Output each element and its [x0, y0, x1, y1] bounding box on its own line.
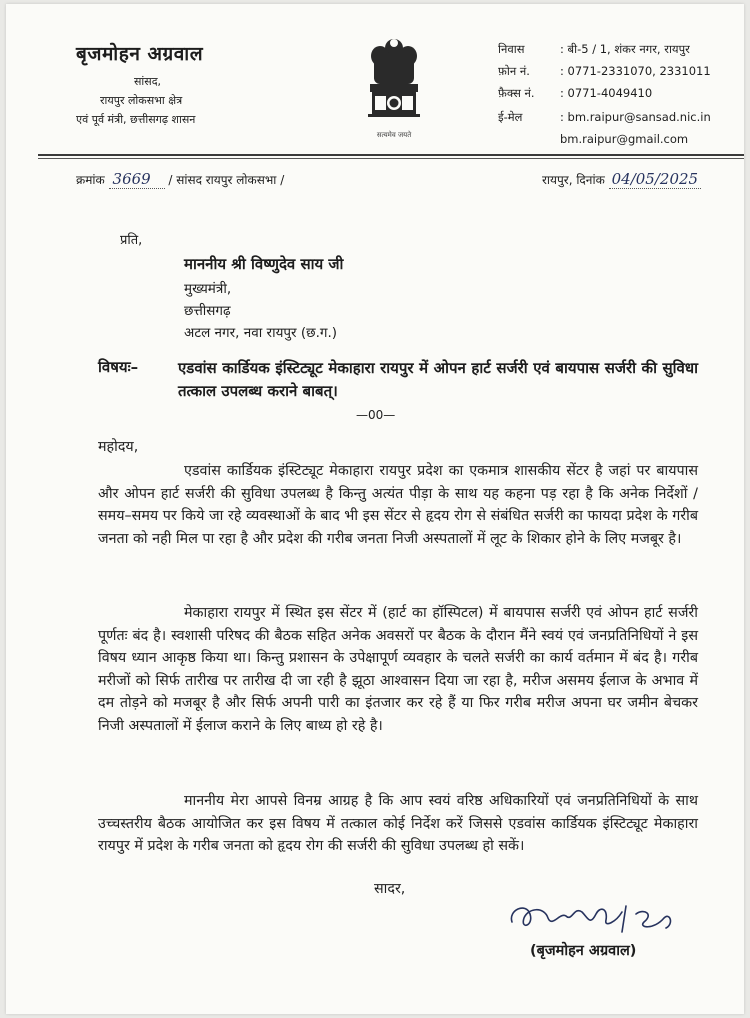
sender-constituency: रायपुर लोकसभा क्षेत्र	[100, 94, 183, 107]
header-rule-thin	[38, 158, 744, 159]
contact-residence	[498, 42, 690, 57]
national-emblem-icon	[358, 34, 430, 132]
signature-icon	[504, 892, 694, 940]
date-label: रायपुर, दिनांक	[542, 173, 605, 187]
body-paragraph-2: मेकाहारा रायपुर में स्थित इस सेंटर में (हार्ट का हॉस्पिटल) में बायपास सर्जरी एवं ओपन हार्ट सर्जरी पूर्णतः बंद है। स्वशासी परिषद की बैठक सहित अनेक अवसरों पर बैठक के दौरान मैंने स्वयं एवं जनप्रतिनिधियों ने इस विषय ध्यान आकृष्ठ किया था। किन्तु प्रशासन के उपेक्षापूर्ण व्यवहार के चलते सर्जरी का कार्य वर्तमान में बंद है। गरीब मरीजों को सिर्फ तारीख पर तारीख दी जा रही है झूठा आश्वासन दिया जा रहा है, मरीज असमय ईलाज के अभाव में दम तोड़ने को मजबूर है और सिर्फ अपनी पारी का इंतजार कर रहे हैं या फिर गरीब मरीज अपना घर जमीन बेचकर निजी अस्पतालों में ईलाज कराने के लिए बाध्य हो रहे है।	[98, 605, 698, 734]
phone-label: फ़ोन नं.	[498, 64, 530, 78]
date-line	[542, 170, 701, 189]
recipient-designation: मुख्यमंत्री,	[184, 281, 232, 297]
to-label: प्रति,	[120, 233, 143, 248]
body-paragraph-3: माननीय मेरा आपसे विनम्र आग्रह है कि आप स्वयं वरिष्ठ अधिकारियों एवं जनप्रतिनिधियों के साथ उच्चस्तरीय बैठक आयोजित कर इस विषय में तत्काल कोई निर्देश करें जिससे एडवांस कार्डियक इंस्टिट्यूट मेकाहारा रायपुर में प्रदेश के गरीब जनता को हृदय रोग की सर्जरी की सुविधा उपलब्ध हो सकें।	[98, 793, 698, 855]
email-primary: : bm.raipur@sansad.nic.in	[560, 110, 711, 124]
reference-number: 3669	[109, 170, 165, 189]
letter-page	[6, 4, 744, 1014]
date-value: 04/05/2025	[609, 170, 701, 189]
residence-label: निवास	[498, 42, 525, 56]
email-secondary: bm.raipur@gmail.com	[560, 132, 689, 146]
email-label: ई-मेल	[498, 110, 523, 124]
contact-phone	[498, 64, 711, 79]
body-paragraph-1: एडवांस कार्डियक इंस्टिट्यूट मेकाहारा रायपुर प्रदेश का एकमात्र शासकीय सेंटर है जहां पर बायपास और ओपन हार्ट सर्जरी की सुविधा उपलब्ध है किन्तु अत्यंत पीड़ा के साथ यह कहना पड़ रहा है कि अनेक निर्देशों / समय–समय पर किये जा रहे व्यवस्थाओं के बाद भी इस सेंटर से हृदय रोग से संबंधित सर्जरी का फायदा प्रदेश के गरीब जनता को नही मिल पा रहा है और प्रदेश की गरीब जनता निजी अस्पतालों में लूट के शिकार होने के लिए मजबूर है।	[98, 463, 698, 547]
recipient-address: अटल नगर, नवा रायपुर (छ.ग.)	[184, 325, 338, 341]
salutation: महोदय,	[98, 439, 139, 455]
signatory-name: (बृजमोहन अग्रवाल)	[530, 943, 637, 959]
closing: सादर,	[374, 881, 406, 897]
sender-designation: सांसद,	[134, 75, 162, 88]
reference-suffix: / सांसद रायपुर लोकसभा /	[168, 173, 285, 187]
reference-line	[76, 170, 284, 189]
reference-prefix: क्रमांक	[76, 173, 105, 187]
fax-value: : 0771-4049410	[560, 86, 653, 100]
contact-fax	[498, 86, 652, 101]
subject-separator: —00—	[356, 408, 396, 422]
residence-value: : बी-5 / 1, शंकर नगर, रायपुर	[560, 42, 690, 56]
recipient-state: छत्तीसगढ़	[184, 303, 231, 319]
fax-label: फ़ैक्स नं.	[498, 86, 535, 100]
emblem-motto: सत्यमेव जयते	[376, 131, 412, 139]
contact-email	[498, 110, 711, 125]
header-rule	[38, 154, 744, 157]
sender-name: बृजमोहन अग्रवाल	[76, 43, 204, 65]
recipient-name: माननीय श्री विष्णुदेव साय जी	[184, 255, 344, 273]
subject-text: एडवांस कार्डियक इंस्टिट्यूट मेकाहारा रायपुर में ओपन हार्ट सर्जरी एवं बायपास सर्जरी की सुविधा तत्काल उपलब्ध कराने बाबत्।	[178, 359, 698, 400]
subject-label: विषयः–	[98, 358, 139, 376]
phone-value: : 0771-2331070, 2331011	[560, 64, 711, 78]
sender-former-post: एवं पूर्व मंत्री, छत्तीसगढ़ शासन	[76, 113, 196, 126]
